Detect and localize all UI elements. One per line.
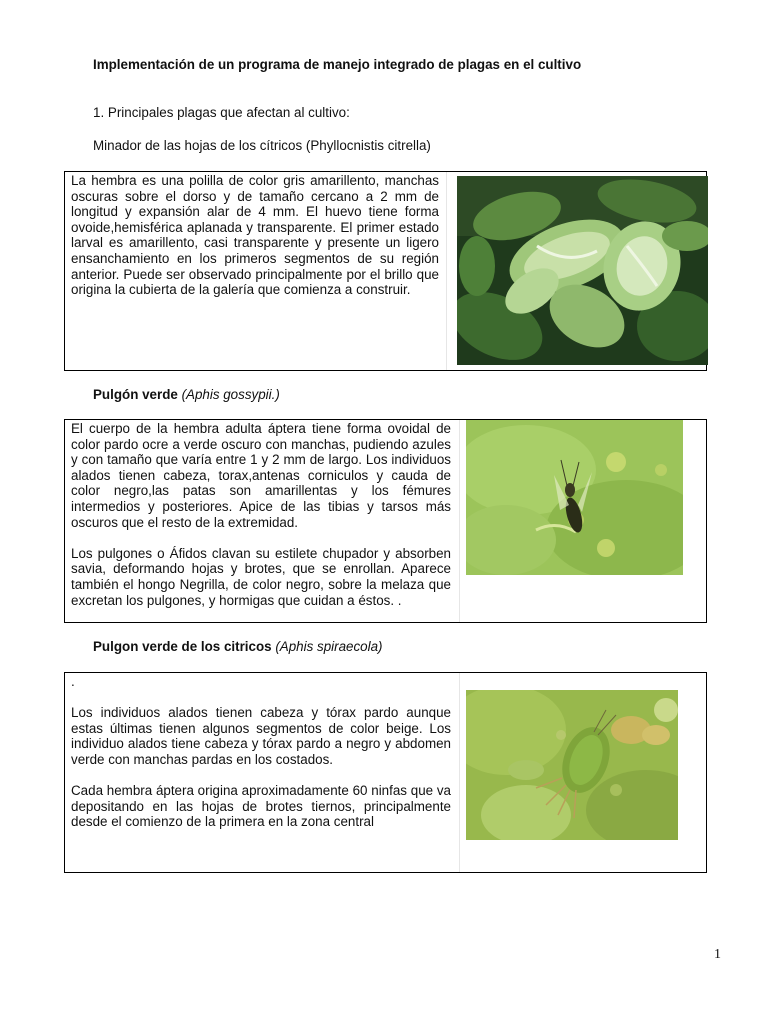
pest-3-table: [64, 672, 707, 873]
table-divider: [459, 673, 460, 872]
page-number: 1: [714, 947, 721, 962]
pest-2-name: Pulgón verde: [93, 387, 178, 402]
table-divider: [459, 420, 460, 622]
pest-2-table: [64, 419, 707, 623]
table-divider: [446, 172, 447, 370]
pest-1-description: [71, 173, 439, 298]
pest-3-paragraph-1: .: [71, 674, 75, 689]
pest-2-paragraph-1: El cuerpo de la hembra adulta áptera tiene forma ovoidal de color pardo ocre a verde oscuro con manchas, pudiendo azules y con tamaño que varía entre 1 y 2 mm de largo. Los individuos alados tienen cabeza, torax,antenas corniculos y cauda de color negro,las patas son amarillentas y los fémures intermedios y posteriores. Apice de las tibias y tarsos más oscuros que el resto de la extremidad.: [71, 421, 451, 530]
pest-3-description: [71, 674, 451, 830]
pest-2-scientific-name: (Aphis gossypii.): [181, 387, 280, 402]
pest-2-heading: [93, 387, 280, 402]
pest-1-heading: Minador de las hojas de los cítricos (Phyllocnistis citrella): [93, 138, 431, 153]
pest-2-description: [71, 421, 451, 608]
pest-1-paragraph: La hembra es una polilla de color gris amarillento, manchas oscuras sobre el dorso y de tamaño cercano a 2 mm de longitud y expansión alar de 4 mm. El huevo tiene forma ovoide,hemisférica aplanada y transparente. El primer estado larval es amarillento, casi transparente y presente un ligero ensanchamiento en los primeros segmentos de su región anterior. Puede ser observado principalmente por el brillo que origina la cubierta de la galería que comienza a construir.: [71, 173, 439, 298]
pest-2-photo: [466, 420, 683, 575]
pest-3-scientific-name: (Aphis spiraecola): [275, 639, 383, 654]
pest-1-table: [64, 171, 707, 371]
pest-3-photo: [466, 690, 678, 840]
document-title: Implementación de un programa de manejo integrado de plagas en el cultivo: [93, 57, 582, 72]
pest-3-heading: [93, 639, 383, 654]
pest-3-name: Pulgon verde de los citricos: [93, 639, 272, 654]
pest-3-paragraph-2: Los individuos alados tienen cabeza y tórax pardo aunque estas últimas tienen algunos segmentos de color beige. Los individuo alados tiene cabeza y tórax pardo a negro y abdomen verde con manchas pardas en los costados.: [71, 705, 451, 767]
pest-2-paragraph-2: Los pulgones o Áfidos clavan su estilete chupador y absorben savia, deformando hojas y brotes, que se enrollan. Aparece también el hongo Negrilla, de color negro, sobre la melaza que excretan los pulgones, y hormigas que cuidan a éstos. .: [71, 545, 451, 608]
pest-1-photo: [457, 176, 708, 365]
section-heading: 1. Principales plagas que afectan al cultivo:: [93, 105, 350, 120]
pest-3-paragraph-3: Cada hembra áptera origina aproximadamente 60 ninfas que va depositando en las hojas de brotes tiernos, principalmente desde el comienzo de la primera en la zona central: [71, 783, 451, 830]
